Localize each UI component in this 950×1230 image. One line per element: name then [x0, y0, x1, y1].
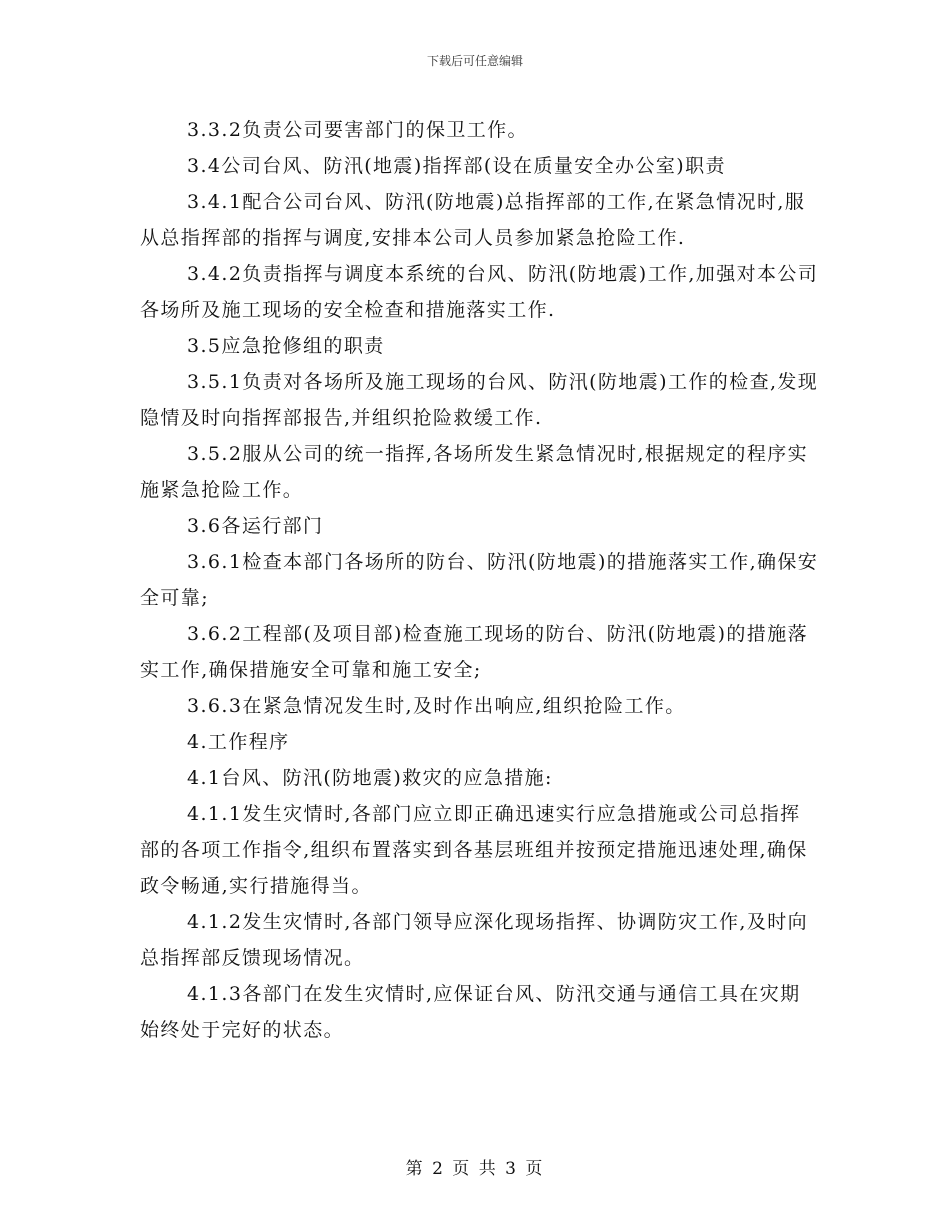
paragraph-4-1-1: 4.1.1发生灾情时,各部门应立即正确迅速实行应急措施或公司总指挥部的各项工作指令,组织布置落实到各基层班组并按预定措施迅速处理,确保政令畅通,实行措施得当。	[140, 803, 808, 897]
paragraph-3-5-2: 3.5.2服从公司的统一指挥,各场所发生紧急情况时,根据规定的程序实施紧急抢险工作。	[140, 443, 809, 501]
paragraph-3-6-3: 3.6.3在紧急情况发生时,及时作出响应,组织抢险工作。	[187, 695, 686, 717]
paragraph-4-1: 4.1台风、防汛(防地震)救灾的应急措施:	[187, 767, 553, 789]
paragraph-3-4-1: 3.4.1配合公司台风、防汛(防地震)总指挥部的工作,在紧急情况时,服从总指挥部的指挥与调度,安排本公司人员参加紧急抢险工作.	[140, 191, 806, 249]
paragraph-3-6-1: 3.6.1检查本部门各场所的防台、防汛(防地震)的措施落实工作,确保安全可靠;	[140, 551, 819, 609]
paragraph-3-4: 3.4公司台风、防汛(地震)指挥部(设在质量安全办公室)职责	[187, 155, 726, 177]
paragraph-3-5-1: 3.5.1负责对各场所及施工现场的台风、防汛(防地震)工作的检查,发现隐情及时向指挥部报告,并组织抢险救缓工作.	[140, 371, 819, 429]
paragraph-4-1-2: 4.1.2发生灾情时,各部门领导应深化现场指挥、协调防灾工作,及时向总指挥部反馈现场情况。	[140, 911, 809, 969]
paragraph-4-1-3: 4.1.3各部门在发生灾情时,应保证台风、防汛交通与通信工具在灾期始终处于完好的状态。	[140, 983, 801, 1041]
paragraph-3-6-2: 3.6.2工程部(及项目部)检查施工现场的防台、防汛(防地震)的措施落实工作,确保措施安全可靠和施工安全;	[140, 623, 808, 681]
page-header: 下载后可任意编辑	[426, 54, 523, 68]
paragraph-4: 4.工作程序	[187, 731, 290, 753]
page-footer: 第 2 页 共 3 页	[405, 1159, 545, 1179]
paragraph-3-4-2: 3.4.2负责指挥与调度本系统的台风、防汛(防地震)工作,加强对本公司各场所及施工现场的安全检查和措施落实工作.	[140, 263, 819, 321]
paragraph-3-5: 3.5应急抢修组的职责	[187, 335, 385, 357]
paragraph-3-3-2: 3.3.2负责公司要害部门的保卫工作。	[187, 119, 528, 141]
document-body	[140, 112, 820, 1048]
paragraph-3-6: 3.6各运行部门	[187, 515, 324, 537]
